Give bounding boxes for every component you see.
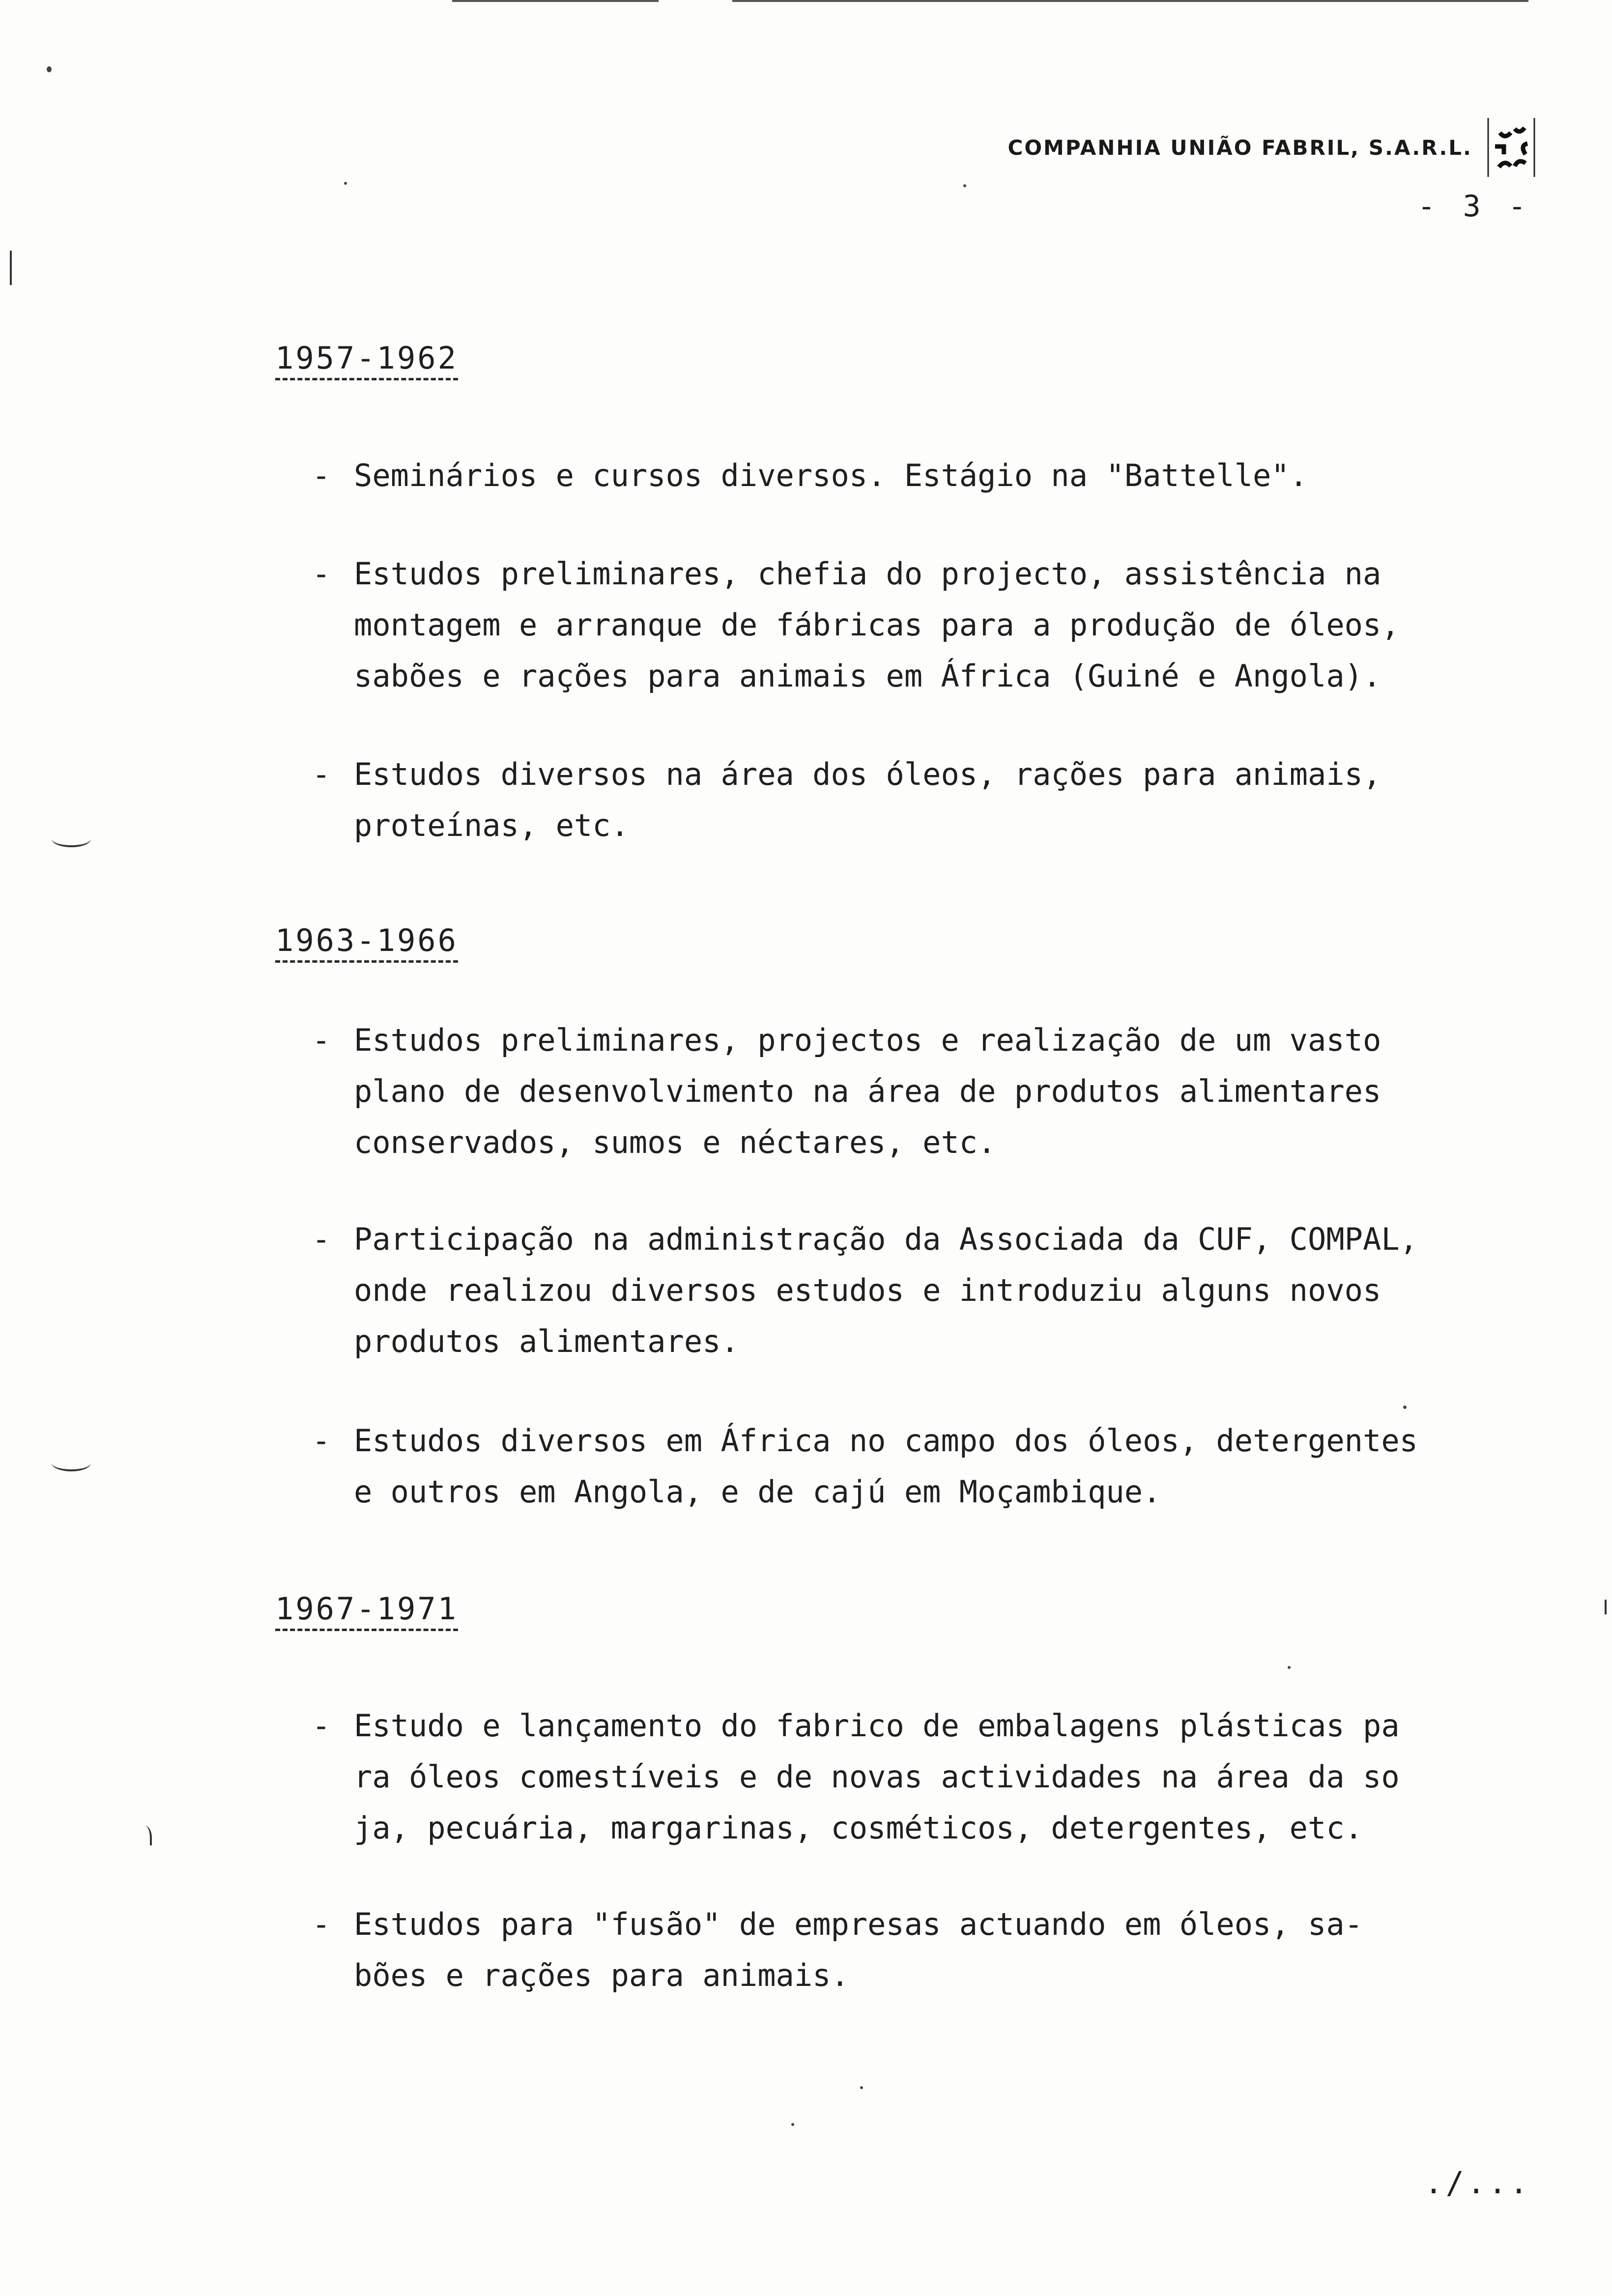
list-item-text: Estudo e lançamento do fabrico de embalagens plásticas pa ra óleos comestíveis e de novas actividades na área da so ja, pecuária, margarinas, cosméticos, detergentes, etc. xyxy=(354,1708,1400,1846)
list-item-text: Estudos preliminares, projectos e realização de um vasto plano de desenvolvimento na área de produtos alimentares conservados, sumos e néctares, etc. xyxy=(354,1022,1382,1160)
bullet-dash: - xyxy=(312,1708,331,1744)
list-item xyxy=(312,1700,1563,1854)
list-item-text: Estudos para "fusão" de empresas actuando em óleos, sa- bões e rações para animais. xyxy=(354,1906,1363,1993)
period-heading: 1963-1966 xyxy=(275,924,458,963)
scan-speck xyxy=(344,182,347,185)
list-item xyxy=(312,1899,1563,2001)
bullet-dash: - xyxy=(312,1221,331,1257)
margin-mark xyxy=(10,251,14,285)
list-item-text: Estudos diversos em África no campo dos óleos, detergentes e outros em Angola, e de cajú em Moçambique. xyxy=(354,1423,1418,1510)
top-edge-rule xyxy=(732,0,1528,2)
scan-speck xyxy=(1288,1666,1291,1669)
list-item xyxy=(312,450,1563,501)
margin-mark xyxy=(52,1455,91,1471)
company-name: COMPANHIA UNIÃO FABRIL, S.A.R.L. xyxy=(1008,135,1472,160)
list-item xyxy=(312,548,1563,702)
bullet-dash: - xyxy=(312,1022,331,1058)
scan-speck xyxy=(860,2086,863,2089)
scan-speck xyxy=(791,2123,794,2126)
scan-speck xyxy=(1403,1406,1407,1409)
continuation-mark: ./... xyxy=(1424,2165,1531,2201)
list-item-text: Estudos diversos na área dos óleos, rações para animais, proteínas, etc. xyxy=(354,756,1382,843)
bullet-dash: - xyxy=(312,1906,331,1942)
list-item xyxy=(312,1015,1563,1168)
bullet-dash: - xyxy=(312,556,331,592)
bullet-dash: - xyxy=(312,756,331,792)
period-heading: 1957-1962 xyxy=(275,342,458,380)
margin-mark xyxy=(1605,1600,1609,1614)
top-edge-rule xyxy=(452,0,659,2)
bullet-dash: - xyxy=(312,1423,331,1459)
list-item-text: Estudos preliminares, chefia do projecto, assistência na montagem e arranque de fábricas para a produção de óleos, sabões e rações para animais em África (Guiné e Angola). xyxy=(354,556,1400,694)
page-number: - 3 - xyxy=(1417,189,1531,224)
list-item xyxy=(312,749,1563,851)
list-item-text: Seminários e cursos diversos. Estágio na "Battelle". xyxy=(354,458,1308,493)
period-heading: 1967-1971 xyxy=(275,1592,458,1631)
margin-mark xyxy=(140,1826,152,1845)
list-item xyxy=(312,1415,1563,1518)
scan-speck xyxy=(47,66,52,72)
margin-mark xyxy=(52,831,91,847)
letterhead xyxy=(1008,118,1538,177)
list-item xyxy=(312,1214,1563,1367)
list-item-text: Participação na administração da Associada da CUF, COMPAL, onde realizou diversos estudos e introduziu alguns novos produtos alimentares. xyxy=(354,1221,1418,1359)
bullet-dash: - xyxy=(312,458,331,493)
scan-speck xyxy=(963,184,966,187)
cuf-logo-icon xyxy=(1484,118,1538,177)
